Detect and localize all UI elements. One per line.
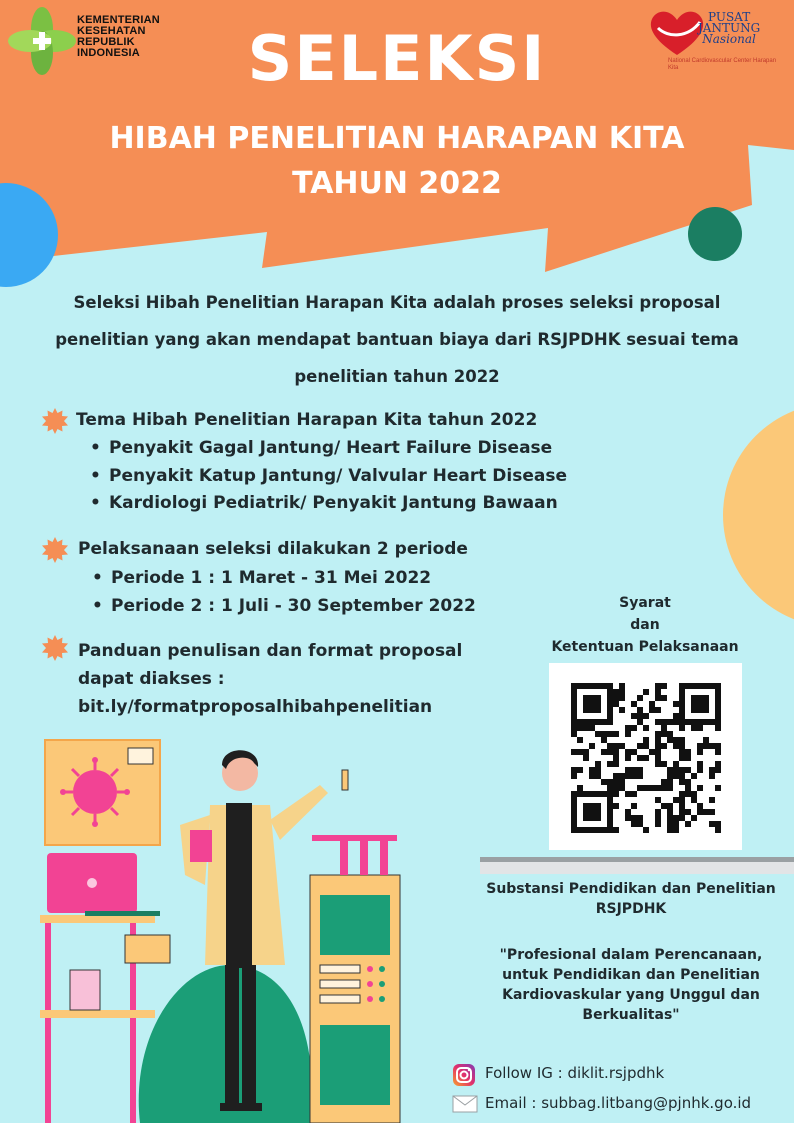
- subtitle-line-1: HIBAH PENELITIAN HARAPAN KITA: [109, 121, 685, 156]
- syarat-line: Syarat: [619, 595, 671, 611]
- intro-line: penelitian tahun 2022: [294, 367, 500, 386]
- instagram-icon: [452, 1063, 476, 1087]
- envelope-icon: [452, 1095, 478, 1113]
- motto-line: untuk Pendidikan dan Penelitian: [502, 967, 760, 983]
- panduan-line: Panduan penulisan dan format proposal: [78, 641, 463, 661]
- motto-line: Kardiovaskular yang Unggul dan: [502, 987, 760, 1003]
- proposal-format-link[interactable]: bit.ly/formatproposalhibahpenelitian: [78, 697, 433, 717]
- intro-line: penelitian yang akan mendapat bantuan biaya dari RSJPDHK sesuai tema: [55, 330, 739, 349]
- logo-text-line: INDONESIA: [77, 47, 140, 59]
- pusat-jantung-logo-subtitle: National Cardiovascular Center Harapan Kita: [668, 58, 777, 71]
- page-subtitle: [0, 116, 794, 206]
- panduan-block: [78, 637, 462, 721]
- subtitle-line-2: TAHUN 2022: [292, 166, 502, 201]
- syarat-line: dan: [630, 617, 660, 633]
- org-line: RSJPDHK: [595, 901, 667, 917]
- logo-text-line: KEMENTERIAN: [77, 14, 160, 26]
- shelf-decoration: [480, 857, 794, 862]
- orange-burst-icon: [42, 635, 68, 661]
- list-item: • Periode 2 : 1 Juli - 30 September 2022: [92, 593, 476, 621]
- orange-burst-icon: [42, 408, 68, 434]
- intro-paragraph: [40, 284, 754, 395]
- logo-title-line: PUSAT: [707, 10, 751, 24]
- motto-text: [466, 945, 794, 1025]
- logo-text-line: REPUBLIK: [77, 36, 135, 48]
- page-title: SELEKSI: [247, 22, 547, 95]
- lab-cabinet-icon: [310, 835, 400, 1123]
- laptop-icon: [47, 853, 160, 916]
- tema-list: [90, 435, 567, 518]
- logo-title-line: Nasional: [702, 32, 756, 46]
- syarat-line: Ketentuan Pelaksanaan: [551, 639, 739, 655]
- qr-code[interactable]: [549, 663, 742, 850]
- panduan-line: dapat diakses :: [78, 669, 225, 689]
- lab-illustration: [30, 735, 430, 1123]
- email-link[interactable]: Email : subbag.litbang@pjnhk.go.id: [485, 1094, 752, 1112]
- syarat-label: [540, 592, 750, 658]
- organization-name: [466, 879, 794, 919]
- virus-poster-icon: [45, 740, 160, 845]
- logo-text-line: KESEHATAN: [77, 25, 146, 37]
- orange-burst-icon: [42, 537, 68, 563]
- motto-line: Berkualitas": [582, 1007, 680, 1023]
- intro-line: Seleksi Hibah Penelitian Harapan Kita adalah proses seleksi proposal: [73, 293, 721, 312]
- motto-line: "Profesional dalam Perencanaan,: [499, 947, 763, 963]
- tema-heading: Tema Hibah Penelitian Harapan Kita tahun 2022: [76, 410, 538, 430]
- list-item: • Periode 1 : 1 Maret - 31 Mei 2022: [92, 565, 476, 593]
- qr-code-icon: [549, 663, 742, 850]
- instagram-link[interactable]: Follow IG : diklit.rsjpdhk: [485, 1064, 665, 1082]
- org-line: Substansi Pendidikan dan Penelitian: [486, 881, 776, 897]
- list-item: • Penyakit Gagal Jantung/ Heart Failure Disease: [90, 435, 567, 463]
- pelaksanaan-heading: Pelaksanaan seleksi dilakukan 2 periode: [78, 539, 468, 559]
- pelaksanaan-list: [92, 565, 476, 620]
- logo-title-line: JANTUNG: [698, 21, 761, 35]
- list-item: • Penyakit Katup Jantung/ Valvular Heart Disease: [90, 463, 567, 491]
- list-item: • Kardiologi Pediatrik/ Penyakit Jantung Bawaan: [90, 490, 567, 518]
- teal-circle-decoration: [688, 207, 742, 261]
